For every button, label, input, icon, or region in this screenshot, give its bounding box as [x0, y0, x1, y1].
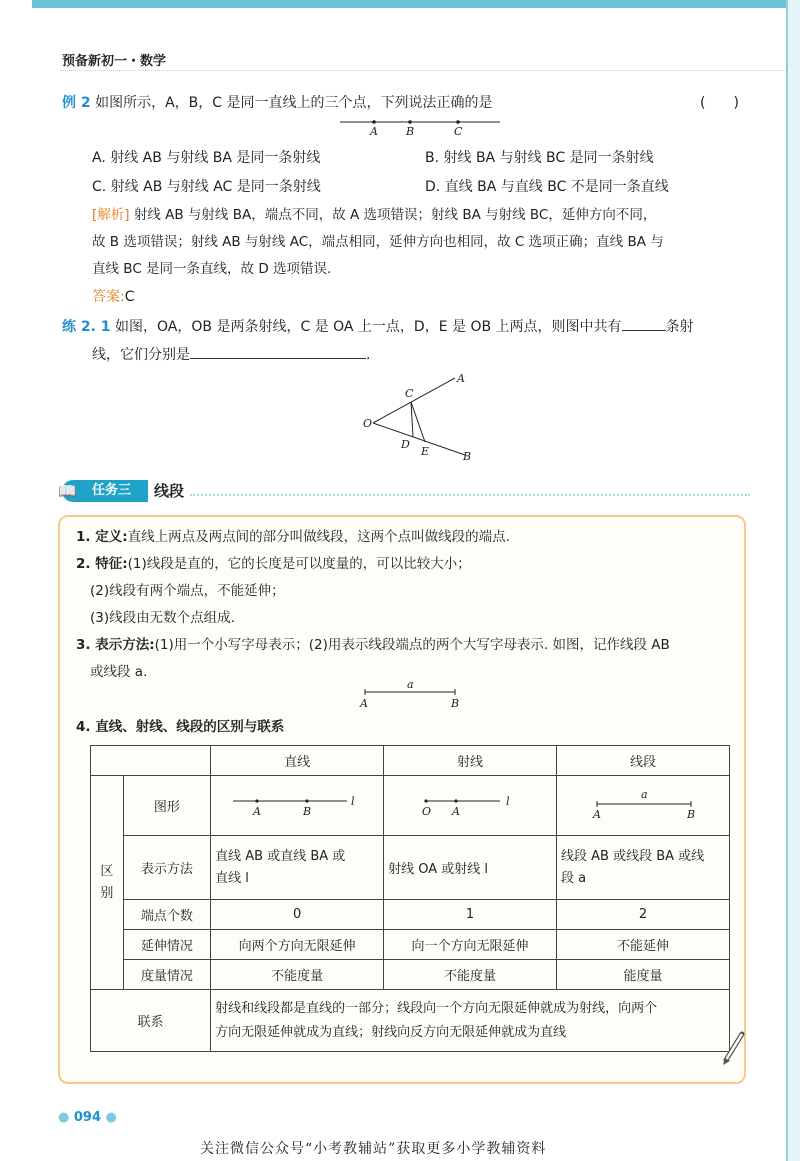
- page-number-wrap: [58, 1110, 117, 1125]
- header-ray: 射线: [384, 746, 557, 776]
- table-segment-label-a: A: [593, 807, 601, 821]
- header-title: 预备新初一・数学: [62, 54, 167, 69]
- segment-notation-1: 线段 AB 或线段 BA 或线: [561, 848, 705, 864]
- summary-item-3: [76, 632, 736, 659]
- example2-point-a: [372, 120, 376, 124]
- table-segment-label-a-lower: a: [641, 787, 648, 801]
- example2-point-c: [456, 120, 460, 124]
- practice-figure: [355, 365, 485, 465]
- page-dot-left-icon: ●: [58, 1110, 70, 1125]
- practice-label-d: D: [401, 438, 410, 451]
- option-d: D. 直线 BA 与直线 BC 不是同一条直线: [425, 179, 669, 195]
- row-label-extension: 延伸情况: [123, 930, 210, 960]
- pencil-highlight: [726, 1034, 742, 1060]
- answer-value: C: [124, 289, 135, 305]
- row-group-char-1: 区: [100, 863, 114, 879]
- line-label-b: B: [303, 804, 312, 818]
- table-row-measure: [91, 960, 730, 990]
- pencil-icon: [720, 1030, 750, 1070]
- cell-ray-measure: 不能度量: [384, 960, 557, 990]
- example2-answer: [92, 282, 135, 312]
- ray-point-o: [424, 799, 427, 802]
- ray-figure: [400, 789, 540, 819]
- cell-line-endpoints: 0: [211, 900, 384, 930]
- task-tag-label: 任务三: [92, 483, 132, 498]
- comparison-table: [90, 745, 730, 1052]
- table-row-endpoints: [91, 900, 730, 930]
- ray-label-o: O: [422, 804, 432, 818]
- cell-ray-notation: 射线 OA 或射线 l: [384, 836, 557, 900]
- row-group-char-2: 别: [100, 885, 114, 901]
- segment-label-b: B: [451, 697, 460, 710]
- header-segment: 线段: [557, 746, 730, 776]
- row-label-figure: 图形: [123, 776, 210, 836]
- ray-label-a: A: [452, 804, 460, 818]
- cell-relation: [211, 990, 730, 1052]
- segment-label-a: A: [360, 697, 368, 710]
- analysis-line-1: [92, 202, 762, 229]
- practice-rays-blank[interactable]: [190, 342, 366, 359]
- summary-item-3-title: 3. 表示方法:: [76, 637, 155, 653]
- practice-label-c: C: [405, 387, 414, 400]
- cell-ray-endpoints: 1: [384, 900, 557, 930]
- practice-line-1: [62, 312, 782, 342]
- answer-label: 答案:: [92, 289, 125, 305]
- table-row-notation: [91, 836, 730, 900]
- summary-item-1-title: 1. 定义:: [76, 529, 128, 545]
- ray-label-l: l: [506, 794, 510, 808]
- table-corner: [123, 746, 210, 776]
- right-border: [786, 0, 800, 1161]
- table-row-extension: [91, 930, 730, 960]
- task-divider: [190, 494, 750, 496]
- summary-item-3-line-2: 或线段 a.: [90, 664, 148, 680]
- practice-label-e: E: [421, 445, 430, 458]
- example2-figure: [330, 112, 510, 138]
- practice-text-2: 线，它们分别是: [92, 347, 190, 363]
- ray-point-a: [454, 799, 457, 802]
- row-label-measure: 度量情况: [123, 960, 210, 990]
- summary-item-2-line-2: (2)线段有两个端点，不能延伸；: [90, 583, 285, 599]
- row-label-notation: 表示方法: [123, 836, 210, 900]
- example2-paren: ( ): [700, 95, 739, 111]
- page-dot-right-icon: ●: [105, 1110, 117, 1125]
- example2-label-a: A: [370, 125, 378, 138]
- segment-notation-2: 段 a: [561, 870, 587, 886]
- practice-text-1-end: 条射: [665, 319, 694, 335]
- analysis-line-3: 直线 BC 是同一条直线，故 D 选项错误.: [92, 261, 332, 277]
- header-divider: [60, 70, 786, 71]
- header-line: 直线: [211, 746, 384, 776]
- example2-analysis: [92, 202, 762, 283]
- cell-ray-extension: 向一个方向无限延伸: [384, 930, 557, 960]
- cell-line-notation: [211, 836, 384, 900]
- cell-ray-figure: [384, 776, 557, 836]
- relation-line-1: 射线和线段都是直线的一部分；线段向一个方向无限延伸就成为射线，向两个: [215, 1000, 658, 1016]
- practice-line-2: [92, 340, 370, 370]
- ray-ob: [373, 423, 465, 455]
- segment-figure: [355, 680, 465, 710]
- line-label-l: l: [351, 794, 355, 808]
- line-notation-1: 直线 AB 或直线 BA 或: [215, 848, 346, 864]
- summary-item-2-line-1: (1)线段是直的，它的长度是可以度量的，可以比较大小；: [127, 556, 471, 572]
- summary-content: [76, 524, 736, 686]
- practice-label-a: A: [457, 372, 465, 385]
- cell-segment-measure: 能度量: [557, 960, 730, 990]
- summary-item-3-line-1: (1)用一个小写字母表示；(2)用表示线段端点的两个大写字母表示. 如图，记作线段 AB: [154, 637, 670, 653]
- summary-item-2-line-3: (3)线段由无数个点组成.: [90, 610, 235, 626]
- row-group-label: [91, 776, 124, 990]
- book-icon: 📖: [58, 482, 77, 500]
- line-point-a: [255, 799, 258, 802]
- cell-segment-notation: [557, 836, 730, 900]
- example2-question: 如图所示，A，B，C 是同一直线上的三个点，下列说法正确的是: [95, 95, 493, 111]
- cell-line-measure: 不能度量: [211, 960, 384, 990]
- table-row-figure: [91, 776, 730, 836]
- example2-label-c: C: [454, 125, 463, 138]
- task-title: 线段: [154, 482, 185, 500]
- analysis-label: [解析]: [92, 207, 130, 223]
- option-b: B. 射线 BA 与射线 BC 是同一条射线: [425, 150, 654, 166]
- line-point-b: [305, 799, 308, 802]
- practice-text-2-end: .: [366, 347, 371, 363]
- cell-segment-extension: 不能延伸: [557, 930, 730, 960]
- line-label-a: A: [253, 804, 262, 818]
- practice-label: 练 2. 1: [62, 319, 111, 335]
- footer-note: 关注微信公众号“小考教辅站”获取更多小学教辅资料: [200, 1141, 547, 1157]
- top-border: [32, 0, 786, 8]
- option-c: C. 射线 AB 与射线 AC 是同一条射线: [92, 179, 321, 195]
- summary-item-1-text: 直线上两点及两点间的部分叫做线段，这两个点叫做线段的端点.: [127, 529, 510, 545]
- practice-label-b: B: [463, 450, 472, 463]
- cell-line-extension: 向两个方向无限延伸: [211, 930, 384, 960]
- summary-item-2: [76, 551, 736, 578]
- practice-count-blank[interactable]: [622, 314, 666, 331]
- row-label-endpoints: 端点个数: [123, 900, 210, 930]
- summary-item-1: [76, 524, 736, 551]
- segment-label-a-lower: a: [407, 680, 414, 691]
- ray-oa: [373, 378, 455, 423]
- table-corner-left: [91, 746, 124, 776]
- task-tag: [58, 480, 148, 502]
- summary-item-4-title: 4. 直线、射线、线段的区别与联系: [76, 719, 285, 735]
- cell-segment-endpoints: 2: [557, 900, 730, 930]
- example2-label: 例 2: [62, 95, 91, 111]
- analysis-line-2: 故 B 选项错误；射线 AB 与射线 AC，端点相同，延伸方向也相同，故 C 选项正确；直线 BA 与: [92, 234, 664, 250]
- practice-label-o: O: [363, 417, 373, 430]
- analysis-text-1: 射线 AB 与射线 BA，端点不同，故 A 选项错误；射线 BA 与射线 BC，延伸方向不同，: [133, 207, 657, 223]
- table-segment-label-b: B: [687, 807, 696, 821]
- page-number: 094: [73, 1110, 102, 1125]
- relation-line-2: 方向无限延伸就成为直线；射线向反方向无限延伸就成为直线: [215, 1024, 567, 1040]
- line-notation-2: 直线 l: [215, 870, 249, 886]
- line-figure: [227, 789, 367, 819]
- table-header-row: [91, 746, 730, 776]
- example2-point-b: [408, 120, 412, 124]
- row-label-relation: 联系: [91, 990, 211, 1052]
- table-row-relation: [91, 990, 730, 1052]
- example2-label-b: B: [406, 125, 415, 138]
- practice-text-1: 如图，OA，OB 是两条射线，C 是 OA 上一点，D，E 是 OB 上两点，则图中共有: [115, 319, 622, 335]
- cell-segment-figure: [557, 776, 730, 836]
- cell-line-figure: [211, 776, 384, 836]
- segment-table-figure: [573, 786, 713, 822]
- option-a: A. 射线 AB 与射线 BA 是同一条射线: [92, 150, 321, 166]
- summary-item-2-title: 2. 特征:: [76, 556, 128, 572]
